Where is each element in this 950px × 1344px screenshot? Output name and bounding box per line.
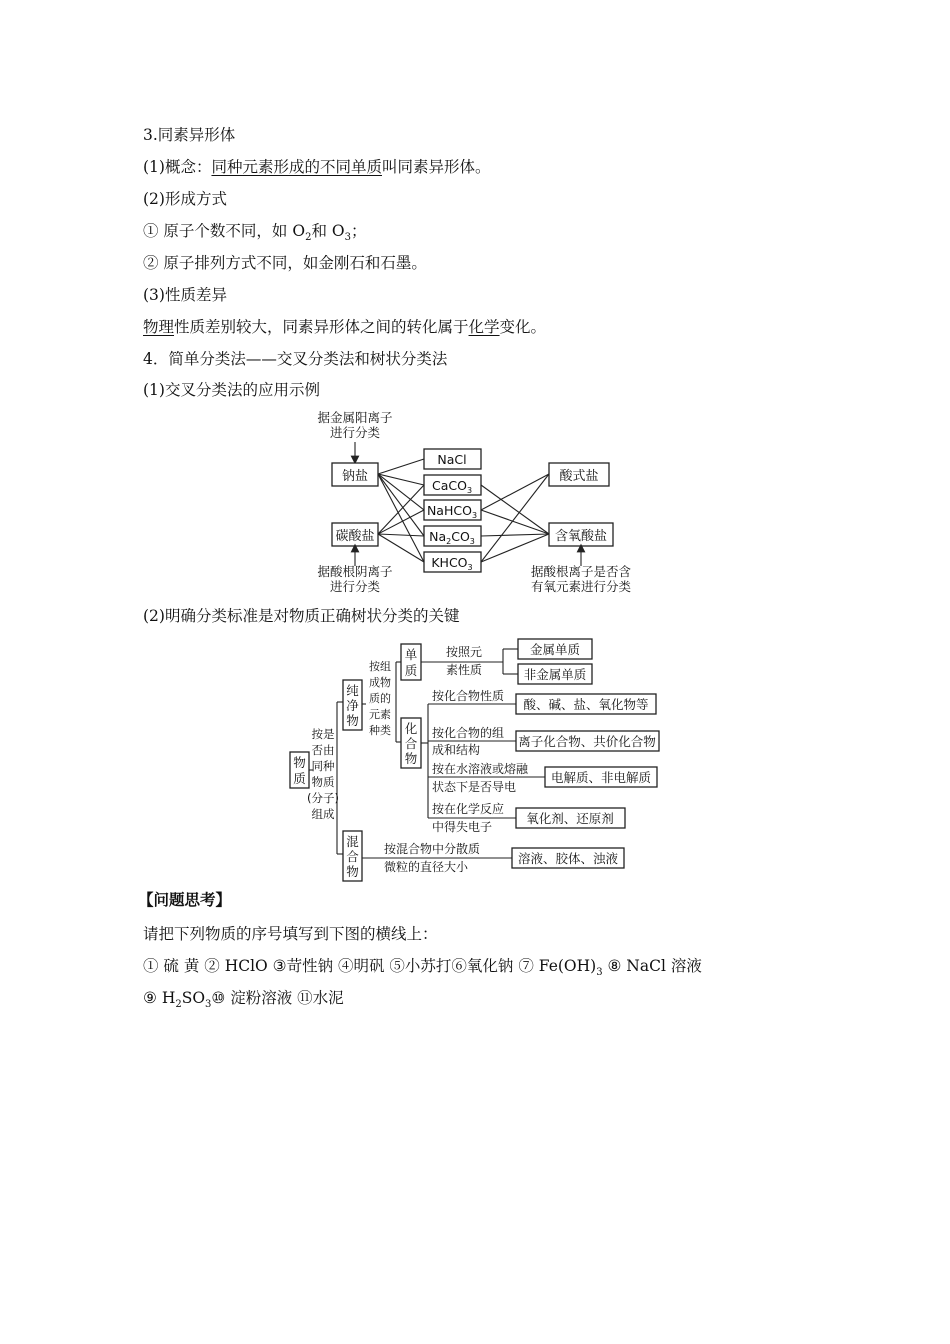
m-box-label: 溶液、胶体、浊液 bbox=[517, 851, 619, 866]
m-label-1: 按混合物中分散质 bbox=[384, 842, 481, 856]
concept-line bbox=[143, 157, 491, 177]
o3-subscript: 3 bbox=[344, 232, 351, 244]
caco3-label bbox=[432, 478, 472, 495]
tree-classification-diagram bbox=[0, 632, 950, 882]
c2-label-1: 按化合物的组 bbox=[432, 726, 505, 740]
property-underlined-2: 化学 bbox=[468, 318, 500, 336]
m-label-2: 微粒的直径大小 bbox=[384, 860, 469, 874]
khco3-label bbox=[431, 555, 472, 572]
criterion-pure bbox=[369, 659, 391, 737]
list2-end: ⑩ 淀粉溶液 ⑪水泥 bbox=[211, 989, 344, 1007]
metal-element-label: 金属单质 bbox=[529, 642, 581, 657]
sodium-salt-label: 钠盐 bbox=[341, 469, 369, 484]
pure-char-1: 纯 bbox=[346, 683, 359, 698]
nonmetal-element-label: 非金属单质 bbox=[523, 667, 587, 682]
bottom-left-note-2: 进行分类 bbox=[329, 579, 381, 594]
criterion-left bbox=[307, 727, 339, 821]
compound-char-2: 合 bbox=[404, 736, 418, 751]
compound-char-3: 物 bbox=[404, 751, 418, 766]
list1-sub: 3 bbox=[596, 967, 603, 979]
na2co3-label bbox=[429, 529, 475, 546]
nahco3-label bbox=[427, 503, 477, 520]
element-char-2: 质 bbox=[404, 663, 418, 678]
formation-item-1 bbox=[143, 221, 366, 248]
top-note-2: 进行分类 bbox=[329, 425, 381, 440]
property-underlined-1: 物理 bbox=[143, 318, 175, 336]
na2co3-sub1: 2 bbox=[446, 537, 452, 546]
khco3-sub: 3 bbox=[467, 563, 473, 572]
item1-text: ① 原子个数不同，如 O bbox=[143, 222, 306, 240]
criterion-left-1: 按是 bbox=[311, 727, 335, 741]
criterion-pure-2: 成物 bbox=[369, 676, 391, 689]
c1-box-label: 酸、碱、盐、氧化物等 bbox=[523, 697, 649, 712]
formation-item-2: ② 原子排列方式不同，如金刚石和石墨。 bbox=[143, 254, 427, 272]
c3-box-label: 电解质、非电解质 bbox=[550, 770, 652, 785]
section4-sub2: (2)明确分类标准是对物质正确树状分类的关键 bbox=[143, 607, 460, 625]
oxy-salt-label: 含氧酸盐 bbox=[554, 529, 608, 544]
right-connectors bbox=[481, 474, 549, 562]
criterion-left-2: 否由 bbox=[311, 743, 335, 757]
nahco3-main: NaHCO bbox=[426, 503, 472, 518]
concept-prefix: (1)概念： bbox=[143, 158, 212, 176]
element-char-1: 单 bbox=[404, 647, 418, 662]
property-line bbox=[143, 317, 546, 337]
c4-box-label: 氧化剂、还原剂 bbox=[526, 811, 614, 826]
khco3-main: KHCO bbox=[431, 555, 468, 570]
c3-label-2: 状态下是否导电 bbox=[432, 780, 517, 794]
by-element-1: 按照元 bbox=[445, 645, 483, 659]
nacl-label: NaCl bbox=[437, 452, 467, 467]
caco3-sub: 3 bbox=[466, 486, 473, 495]
criterion-left-5: (分子) bbox=[307, 791, 339, 805]
criterion-pure-1: 按组 bbox=[369, 660, 391, 673]
property-end: 变化。 bbox=[499, 318, 547, 336]
criterion-left-3: 同种 bbox=[311, 759, 335, 773]
list2-sub2: 3 bbox=[205, 999, 212, 1011]
criterion-left-6: 组成 bbox=[311, 807, 335, 821]
na2co3-a: Na bbox=[429, 529, 447, 544]
criterion-pure-5: 种类 bbox=[369, 724, 391, 737]
mixture-char-1: 混 bbox=[346, 834, 359, 849]
c2-label-2: 成和结构 bbox=[432, 743, 481, 757]
question-heading: 【问题思考】 bbox=[138, 891, 232, 909]
criterion-pure-4: 元素 bbox=[369, 708, 391, 721]
mixture-char-2: 合 bbox=[346, 849, 359, 864]
caco3-main: CaCO bbox=[431, 478, 467, 493]
list2-sub1: 2 bbox=[175, 999, 182, 1011]
top-note-1: 据金属阳离子 bbox=[317, 410, 393, 425]
concept-underlined: 同种元素形成的不同单质 bbox=[211, 158, 382, 176]
c2-box-label: 离子化合物、共价化合物 bbox=[518, 734, 656, 749]
bottom-left-note-1: 据酸根阴离子 bbox=[317, 564, 393, 579]
compound-char-1: 化 bbox=[404, 721, 418, 736]
matter-char-1: 物 bbox=[293, 755, 306, 770]
question-list-2 bbox=[143, 988, 344, 1015]
criterion-pure-3: 质的 bbox=[369, 692, 391, 705]
property-mid: 性质差别较大，同素异形体之间的转化属于 bbox=[174, 318, 469, 336]
c4-label-2: 中得失电子 bbox=[432, 820, 493, 834]
carbonate-label: 碳酸盐 bbox=[335, 529, 375, 544]
item1-end: ； bbox=[350, 222, 367, 240]
list1-end: ⑧ NaCl 溶液 bbox=[602, 957, 702, 975]
question-instruction: 请把下列物质的序号填写到下图的横线上： bbox=[143, 925, 438, 943]
mixture-char-3: 物 bbox=[346, 864, 359, 879]
question-list-1 bbox=[143, 956, 702, 983]
bottom-right-note-2: 有氧元素进行分类 bbox=[530, 579, 632, 594]
section4-sub1: (1)交叉分类法的应用示例 bbox=[143, 381, 320, 399]
o2-subscript: 2 bbox=[305, 232, 312, 244]
by-element-2: 素性质 bbox=[445, 663, 483, 677]
property-heading: (3)性质差异 bbox=[143, 286, 227, 304]
pure-char-3: 物 bbox=[346, 713, 359, 728]
list1-text: ① 硫 黄 ② HClO ③苛性钠 ④明矾 ⑤小苏打⑥氧化钠 ⑦ Fe(OH) bbox=[143, 957, 597, 975]
na2co3-sub2: 3 bbox=[469, 537, 475, 546]
cross-classification-diagram bbox=[0, 400, 950, 600]
c1-label: 按化合物性质 bbox=[432, 689, 505, 703]
c3-label-1: 按在水溶液或熔融 bbox=[432, 762, 529, 776]
list2-mid: SO bbox=[181, 989, 206, 1007]
criterion-left-4: 物质 bbox=[311, 775, 335, 789]
formation-heading: (2)形成方式 bbox=[143, 190, 227, 208]
left-connectors bbox=[378, 459, 424, 562]
item1-mid: 和 O bbox=[311, 222, 345, 240]
c4-label-1: 按在化学反应 bbox=[432, 802, 505, 816]
list2-text: ⑨ H bbox=[143, 989, 176, 1007]
bottom-right-note-1: 据酸根离子是否含 bbox=[530, 564, 632, 579]
section4-heading: 4．简单分类法——交叉分类法和树状分类法 bbox=[143, 350, 448, 368]
pure-char-2: 净 bbox=[346, 698, 359, 713]
nahco3-sub: 3 bbox=[471, 511, 478, 520]
concept-suffix: 叫同素异形体。 bbox=[381, 158, 491, 176]
matter-char-2: 质 bbox=[293, 771, 306, 786]
na2co3-b: CO bbox=[451, 529, 470, 544]
section3-heading: 3.同素异形体 bbox=[143, 126, 236, 144]
acid-salt-label: 酸式盐 bbox=[559, 469, 599, 484]
